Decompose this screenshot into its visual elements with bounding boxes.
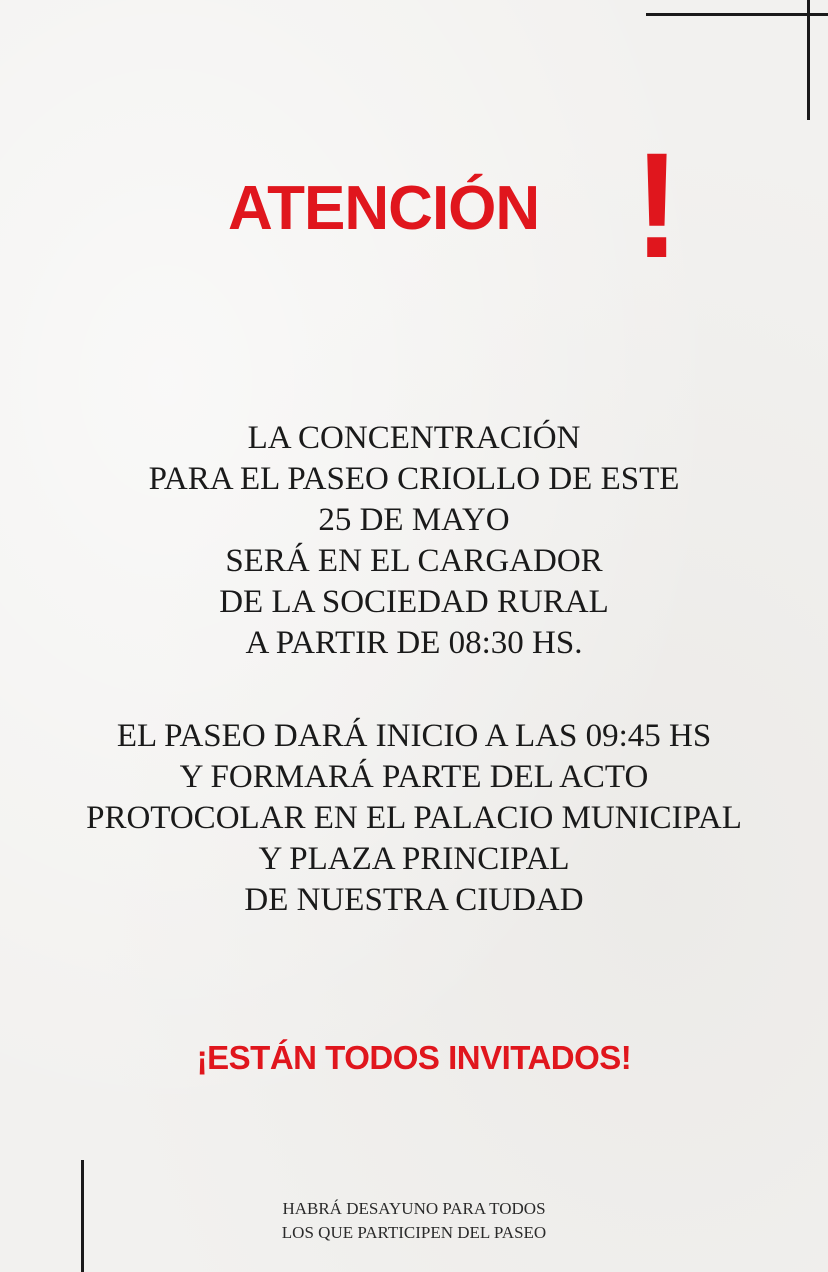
paragraph-line: A PARTIR DE 08:30 HS. [245,625,583,661]
paragraph-line: PARA EL PASEO CRIOLLO DE ESTE [148,461,680,497]
paragraph-line: Y FORMARÁ PARTE DEL ACTO [179,759,649,795]
exclamation-icon: ! [634,121,680,289]
paragraph-line: DE NUESTRA CIUDAD [244,882,584,918]
footer-line: HABRÁ DESAYUNO PARA TODOS [282,1199,546,1218]
invitation-text: ¡ESTÁN TODOS INVITADOS! [196,1039,632,1076]
meeting-point-paragraph [0,418,828,664]
paragraph-line: Y PLAZA PRINCIPAL [258,841,570,877]
paragraph-line: DE LA SOCIEDAD RURAL [219,584,609,620]
paragraph-line: SERÁ EN EL CARGADOR [225,543,603,579]
breakfast-note [0,1197,828,1245]
corner-frame-line-right [807,0,810,120]
paragraph-line: 25 DE MAYO [318,502,510,538]
footer-line: LOS QUE PARTICIPEN DEL PASEO [281,1223,547,1242]
paragraph-line: PROTOCOLAR EN EL PALACIO MUNICIPAL [86,800,742,836]
heading-title: ATENCIÓN [228,174,540,243]
paragraph-line: EL PASEO DARÁ INICIO A LAS 09:45 HS [116,718,712,754]
corner-frame-line-top [646,13,828,16]
paragraph-line: LA CONCENTRACIÓN [247,420,581,456]
schedule-paragraph [0,716,828,921]
attention-heading [0,121,828,289]
